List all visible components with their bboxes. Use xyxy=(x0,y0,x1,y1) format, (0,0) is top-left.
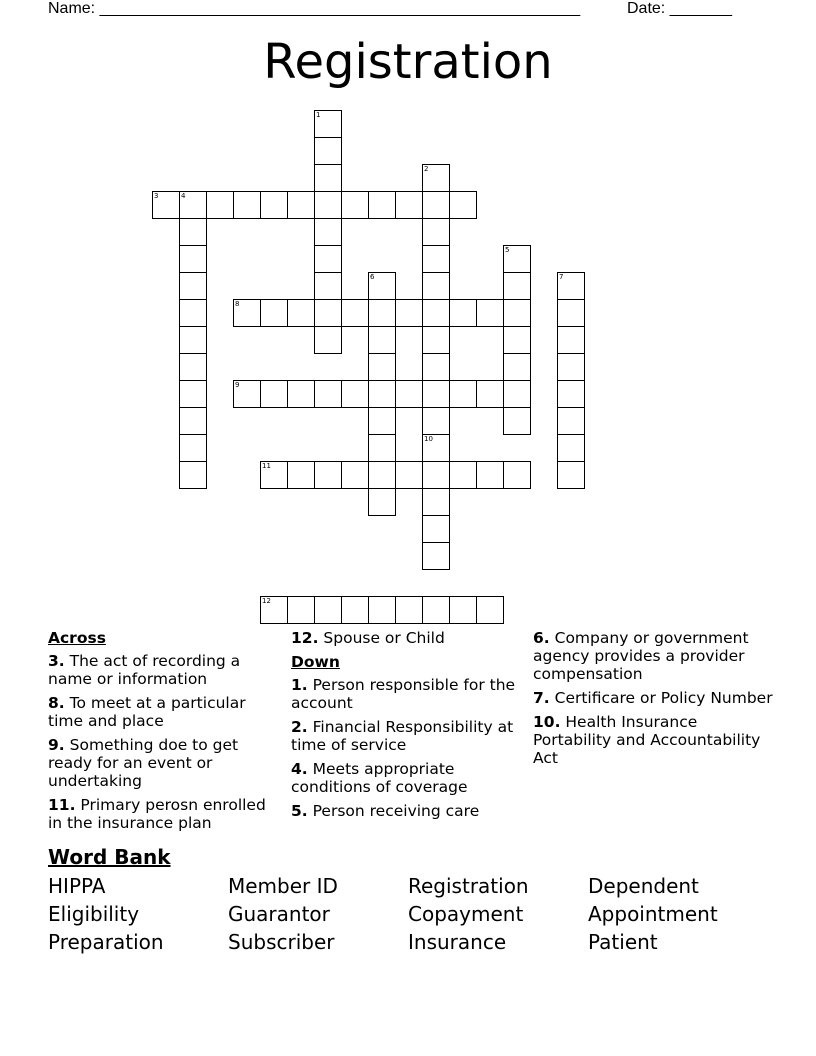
across-heading: Across xyxy=(48,629,106,647)
grid-cell[interactable] xyxy=(314,272,342,300)
clue-number: 2 xyxy=(424,165,429,173)
clue-number: 1 xyxy=(316,111,321,119)
grid-cell[interactable] xyxy=(314,326,342,354)
grid-cell[interactable] xyxy=(503,407,531,435)
word-bank-item: Member ID xyxy=(228,874,338,898)
clues-column-1 xyxy=(48,629,280,838)
grid-cell[interactable] xyxy=(368,326,396,354)
grid-cell[interactable] xyxy=(503,299,531,327)
clues-column-2 xyxy=(291,629,523,826)
clue-number: 7 xyxy=(559,273,564,281)
grid-cell[interactable] xyxy=(287,461,315,489)
grid-cell[interactable] xyxy=(314,164,342,192)
grid-cell[interactable] xyxy=(449,461,477,489)
word-bank-item: Appointment xyxy=(588,902,718,926)
grid-cell[interactable] xyxy=(422,515,450,543)
grid-cell[interactable] xyxy=(314,245,342,273)
word-bank-item: Preparation xyxy=(48,930,164,954)
clue-down-1: 1. Person responsible for the account xyxy=(291,676,516,712)
clue-down-4: 4. Meets appropriate conditions of coverage xyxy=(291,760,468,796)
clue-number: 3 xyxy=(154,192,159,200)
grid-cell[interactable] xyxy=(476,596,504,624)
clue-down-5: 5. Person receiving care xyxy=(291,802,480,820)
word-bank-item: Copayment xyxy=(408,902,524,926)
name-blank: ______________________________________________________ xyxy=(99,0,581,17)
grid-cell[interactable] xyxy=(314,380,342,408)
down-heading: Down xyxy=(291,653,340,671)
grid-cell[interactable] xyxy=(368,461,396,489)
clue-number: 5 xyxy=(505,246,510,254)
grid-cell[interactable] xyxy=(503,245,531,273)
grid-cell[interactable] xyxy=(368,488,396,516)
grid-cell[interactable] xyxy=(179,380,207,408)
grid-cell[interactable] xyxy=(314,191,342,219)
grid-cell[interactable] xyxy=(179,272,207,300)
grid-cell[interactable] xyxy=(179,407,207,435)
grid-cell[interactable] xyxy=(476,380,504,408)
word-bank-heading: Word Bank xyxy=(48,845,171,869)
grid-cell[interactable] xyxy=(260,380,288,408)
grid-cell[interactable] xyxy=(476,299,504,327)
grid-cell[interactable] xyxy=(233,380,261,408)
grid-cell[interactable] xyxy=(422,407,450,435)
grid-cell[interactable] xyxy=(395,191,423,219)
grid-cell[interactable] xyxy=(233,299,261,327)
grid-cell[interactable] xyxy=(503,353,531,381)
grid-cell[interactable] xyxy=(449,299,477,327)
grid-cell[interactable] xyxy=(422,434,450,462)
grid-cell[interactable] xyxy=(395,596,423,624)
word-bank-item: Eligibility xyxy=(48,902,140,926)
grid-cell[interactable] xyxy=(260,191,288,219)
grid-cell[interactable] xyxy=(422,542,450,570)
grid-cell[interactable] xyxy=(557,272,585,300)
grid-cell[interactable] xyxy=(422,218,450,246)
grid-cell[interactable] xyxy=(341,461,369,489)
grid-cell[interactable] xyxy=(557,299,585,327)
clue-number: 4 xyxy=(181,192,186,200)
grid-cell[interactable] xyxy=(314,596,342,624)
grid-cell[interactable] xyxy=(179,461,207,489)
grid-cell[interactable] xyxy=(422,461,450,489)
grid-cell[interactable] xyxy=(368,434,396,462)
grid-cell[interactable] xyxy=(341,596,369,624)
clue-across-9: 9. Something doe to get ready for an event or undertaking xyxy=(48,736,239,790)
grid-cell[interactable] xyxy=(368,353,396,381)
word-bank-column-1 xyxy=(48,872,164,956)
clue-number: 12 xyxy=(262,597,271,605)
grid-cell[interactable] xyxy=(557,353,585,381)
grid-cell[interactable] xyxy=(368,407,396,435)
grid-cell[interactable] xyxy=(422,326,450,354)
grid-cell[interactable] xyxy=(476,461,504,489)
word-bank-item: Subscriber xyxy=(228,930,335,954)
grid-cell[interactable] xyxy=(503,326,531,354)
grid-cell[interactable] xyxy=(287,299,315,327)
grid-cell[interactable] xyxy=(368,272,396,300)
word-bank-item: Guarantor xyxy=(228,902,330,926)
grid-cell[interactable] xyxy=(449,596,477,624)
grid-cell[interactable] xyxy=(179,326,207,354)
grid-cell[interactable] xyxy=(314,137,342,165)
grid-cell[interactable] xyxy=(368,191,396,219)
grid-cell[interactable] xyxy=(449,191,477,219)
grid-cell[interactable] xyxy=(341,380,369,408)
grid-cell[interactable] xyxy=(395,299,423,327)
word-bank-item: Patient xyxy=(588,930,658,954)
grid-cell[interactable] xyxy=(422,191,450,219)
name-label: Name: xyxy=(48,0,96,17)
grid-cell[interactable] xyxy=(422,272,450,300)
grid-cell[interactable] xyxy=(206,191,234,219)
page-title: Registration xyxy=(263,34,553,90)
grid-cell[interactable] xyxy=(557,407,585,435)
clue-across-3: 3. The act of recording a name or information xyxy=(48,652,241,688)
grid-cell[interactable] xyxy=(179,353,207,381)
clue-number: 8 xyxy=(235,300,240,308)
grid-cell[interactable] xyxy=(422,488,450,516)
clue-number: 11 xyxy=(262,462,271,470)
clue-across-11: 11. Primary perosn enrolled in the insurance plan xyxy=(48,796,266,832)
grid-cell[interactable] xyxy=(422,299,450,327)
grid-cell[interactable] xyxy=(422,353,450,381)
clue-number: 9 xyxy=(235,381,240,389)
grid-cell[interactable] xyxy=(179,299,207,327)
grid-cell[interactable] xyxy=(557,434,585,462)
grid-cell[interactable] xyxy=(368,299,396,327)
word-bank-item: Registration xyxy=(408,874,529,898)
clue-down-6: 6. Company or government agency provides a provider compensation xyxy=(533,629,749,683)
clue-across-12: 12. Spouse or Child xyxy=(291,629,445,647)
grid-cell[interactable] xyxy=(260,596,288,624)
clue-number: 6 xyxy=(370,273,375,281)
grid-cell[interactable] xyxy=(395,461,423,489)
grid-cell[interactable] xyxy=(341,191,369,219)
word-bank-column-4 xyxy=(588,872,718,956)
grid-cell[interactable] xyxy=(314,110,342,138)
grid-cell[interactable] xyxy=(449,380,477,408)
grid-cell[interactable] xyxy=(287,596,315,624)
clue-number: 10 xyxy=(424,435,433,443)
grid-cell[interactable] xyxy=(152,191,180,219)
word-bank-item: HIPPA xyxy=(48,874,106,898)
date-blank: _______ xyxy=(669,0,732,17)
grid-cell[interactable] xyxy=(503,461,531,489)
grid-cell[interactable] xyxy=(179,191,207,219)
grid-cell[interactable] xyxy=(503,272,531,300)
word-bank-item: Dependent xyxy=(588,874,699,898)
grid-cell[interactable] xyxy=(422,164,450,192)
grid-cell[interactable] xyxy=(179,245,207,273)
grid-cell[interactable] xyxy=(341,299,369,327)
grid-cell[interactable] xyxy=(422,380,450,408)
grid-cell[interactable] xyxy=(557,461,585,489)
clue-down-10: 10. Health Insurance Portability and Accountability Act xyxy=(533,713,761,767)
grid-cell[interactable] xyxy=(368,596,396,624)
grid-cell[interactable] xyxy=(287,191,315,219)
grid-cell[interactable] xyxy=(233,191,261,219)
grid-cell[interactable] xyxy=(368,380,396,408)
grid-cell[interactable] xyxy=(395,380,423,408)
word-bank-column-3 xyxy=(408,872,529,956)
grid-cell[interactable] xyxy=(314,461,342,489)
grid-cell[interactable] xyxy=(260,299,288,327)
grid-cell[interactable] xyxy=(422,596,450,624)
date-label: Date: xyxy=(627,0,666,17)
grid-cell[interactable] xyxy=(314,299,342,327)
grid-cell[interactable] xyxy=(314,218,342,246)
clue-down-2: 2. Financial Responsibility at time of service xyxy=(291,718,514,754)
grid-cell[interactable] xyxy=(287,380,315,408)
grid-cell[interactable] xyxy=(557,380,585,408)
grid-cell[interactable] xyxy=(503,380,531,408)
word-bank-column-2 xyxy=(228,872,338,956)
word-bank-item: Insurance xyxy=(408,930,507,954)
grid-cell[interactable] xyxy=(179,218,207,246)
grid-cell[interactable] xyxy=(179,434,207,462)
grid-cell[interactable] xyxy=(422,245,450,273)
clues-column-3 xyxy=(533,629,773,773)
grid-cell[interactable] xyxy=(557,326,585,354)
clue-across-8: 8. To meet at a particular time and place xyxy=(48,694,246,730)
grid-cell[interactable] xyxy=(260,461,288,489)
clue-down-7: 7. Certificare or Policy Number xyxy=(533,689,773,707)
